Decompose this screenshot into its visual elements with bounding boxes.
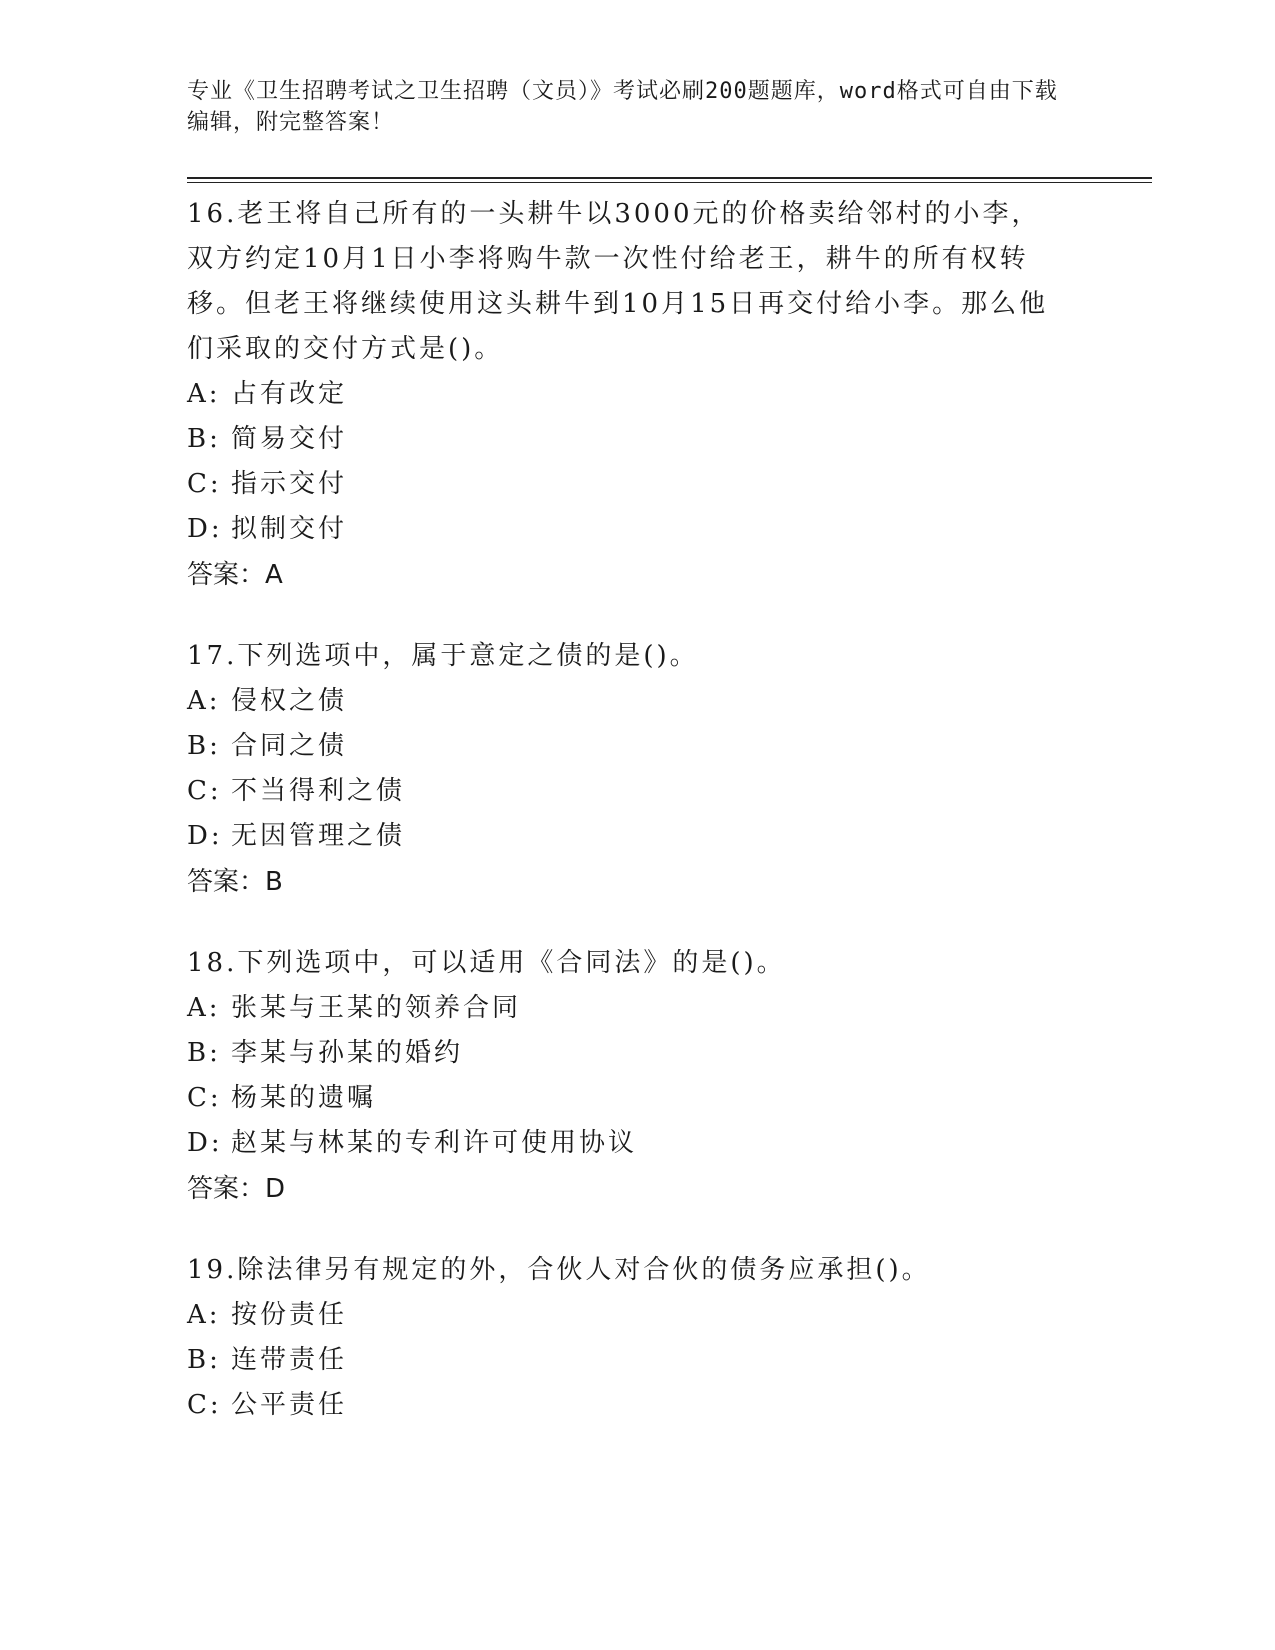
document-header: 专业《卫生招聘考试之卫生招聘（文员）》考试必刷200题题库，word格式可自由下载编辑，附完整答案！ — [187, 79, 1058, 135]
option-key: A: — [187, 686, 221, 716]
option-key: A: — [187, 993, 221, 1023]
header-divider — [187, 177, 1152, 179]
option-key: B: — [187, 1038, 221, 1068]
option-text: 占有改定 — [231, 379, 348, 409]
option-d — [187, 1121, 1067, 1166]
option-c — [187, 769, 1067, 814]
option-key: A: — [187, 379, 221, 409]
option-key: B: — [187, 731, 221, 761]
answer-line: 答案：A — [187, 560, 283, 590]
option-d — [187, 507, 1067, 552]
option-key: B: — [187, 1345, 221, 1375]
option-key: A: — [187, 1300, 221, 1330]
option-c — [187, 462, 1067, 507]
option-b — [187, 724, 1067, 769]
question-item — [187, 1248, 1067, 1428]
question-stem: 18.下列选项中，可以适用《合同法》的是()。 — [187, 948, 786, 978]
option-text: 无因管理之债 — [231, 821, 406, 851]
option-b — [187, 1338, 1067, 1383]
question-stem: 19.除法律另有规定的外，合伙人对合伙的债务应承担()。 — [187, 1255, 931, 1285]
option-key: D: — [187, 821, 223, 851]
question-item — [187, 941, 1067, 1212]
option-key: D: — [187, 1128, 223, 1158]
option-c — [187, 1076, 1067, 1121]
option-text: 连带责任 — [231, 1345, 348, 1375]
option-d — [187, 814, 1067, 859]
option-key: C: — [187, 1390, 222, 1420]
option-text: 公平责任 — [231, 1390, 348, 1420]
answer-line: 答案：B — [187, 867, 283, 897]
question-item — [187, 634, 1067, 905]
option-text: 赵某与林某的专利许可使用协议 — [231, 1128, 638, 1158]
option-text: 按份责任 — [231, 1300, 348, 1330]
option-text: 拟制交付 — [231, 514, 348, 544]
answer-line: 答案：D — [187, 1174, 286, 1204]
option-key: C: — [187, 1083, 222, 1113]
option-a — [187, 372, 1067, 417]
question-item — [187, 192, 1067, 598]
option-key: B: — [187, 424, 221, 454]
option-text: 指示交付 — [231, 469, 348, 499]
question-stem: 16.老王将自己所有的一头耕牛以3000元的价格卖给邻村的小李，双方约定10月1日小李将购牛款一次性付给老王，耕牛的所有权转移。但老王将继续使用这头耕牛到10月15日再交付给小李。那么他们采取的交付方式是()。 — [187, 199, 1049, 364]
option-a — [187, 986, 1067, 1031]
option-text: 侵权之债 — [231, 686, 348, 716]
option-text: 杨某的遗嘱 — [231, 1083, 377, 1113]
header-divider-thin — [187, 182, 1152, 183]
option-text: 合同之债 — [231, 731, 348, 761]
option-key: D: — [187, 514, 223, 544]
option-a — [187, 679, 1067, 724]
option-key: C: — [187, 469, 222, 499]
question-stem: 17.下列选项中，属于意定之债的是()。 — [187, 641, 699, 671]
option-key: C: — [187, 776, 222, 806]
option-b — [187, 1031, 1067, 1076]
option-c — [187, 1383, 1067, 1428]
option-b — [187, 417, 1067, 462]
option-text: 张某与王某的领养合同 — [231, 993, 522, 1023]
question-list — [187, 192, 1067, 1464]
option-text: 李某与孙某的婚约 — [231, 1038, 464, 1068]
option-a — [187, 1293, 1067, 1338]
option-text: 简易交付 — [231, 424, 348, 454]
option-text: 不当得利之债 — [231, 776, 406, 806]
